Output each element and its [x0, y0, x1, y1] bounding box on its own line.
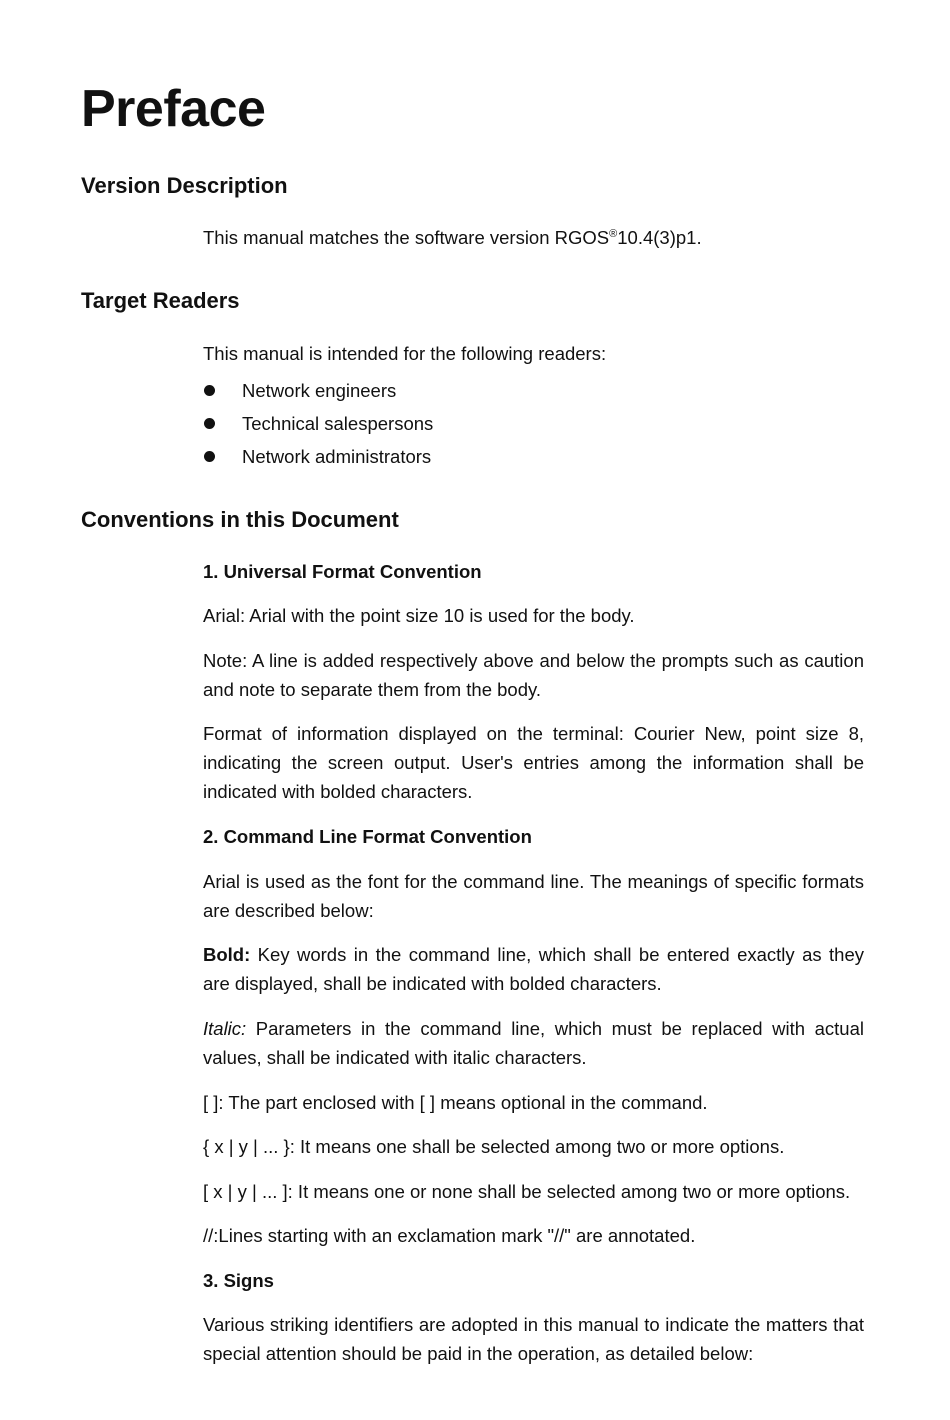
universal-note-text: Note: A line is added respectively above and below the prompts such as caution and note to separate them from the body. [203, 650, 864, 700]
list-item-label: Network administrators [242, 446, 432, 467]
list-item-label: Technical salespersons [242, 413, 434, 434]
universal-arial-text: Arial: Arial with the point size 10 is used for the body. [203, 605, 635, 626]
command-line-select-one-text: { x | y | ... }: It means one shall be selected among two or more options. [203, 1136, 785, 1157]
command-line-optional-text: [ ]: The part enclosed with [ ] means optional in the command. [203, 1092, 708, 1113]
conventions-heading: Conventions in this Document [81, 507, 399, 532]
bullet-icon [204, 385, 215, 396]
version-description-text [203, 223, 864, 252]
bullet-icon [204, 451, 215, 462]
bold-description: Key words in the command line, which shall be entered exactly as they are displayed, shall be indicated with bolded characters. [203, 944, 864, 994]
italic-description: Parameters in the command line, which must be replaced with actual values, shall be indicated with italic characters. [203, 1018, 864, 1068]
version-text-before: This manual matches the software version RGOS [203, 227, 610, 248]
target-readers-heading: Target Readers [81, 288, 240, 313]
italic-label: Italic: [203, 1018, 247, 1039]
bullet-icon [204, 418, 215, 429]
version-description-heading: Version Description [81, 173, 288, 198]
page-title: Preface [81, 80, 266, 138]
bold-label: Bold: [203, 944, 251, 965]
command-line-comment-text: //:Lines starting with an exclamation mark "//" are annotated. [203, 1225, 696, 1246]
command-line-intro: Arial is used as the font for the command line. The meanings of specific formats are described below: [203, 871, 864, 921]
registered-mark: ® [609, 228, 618, 240]
list-item-label: Network engineers [242, 380, 397, 401]
command-line-italic-text [203, 1014, 864, 1072]
command-line-heading: 2. Command Line Format Convention [203, 826, 532, 847]
signs-heading: 3. Signs [203, 1270, 274, 1291]
command-line-select-none-text: [ x | y | ... ]: It means one or none shall be selected among two or more options. [203, 1181, 851, 1202]
version-text-after: 10.4(3)p1. [617, 227, 702, 248]
universal-terminal-text: Format of information displayed on the terminal: Courier New, point size 8, indicating the screen output. User's entries among the information shall be indicated with bolded characters. [203, 723, 864, 802]
target-readers-intro: This manual is intended for the following readers: [203, 343, 607, 364]
command-line-bold-text [203, 940, 864, 998]
universal-format-heading: 1. Universal Format Convention [203, 561, 482, 582]
signs-text: Various striking identifiers are adopted in this manual to indicate the matters that special attention should be paid in the operation, as detailed below: [203, 1314, 864, 1364]
